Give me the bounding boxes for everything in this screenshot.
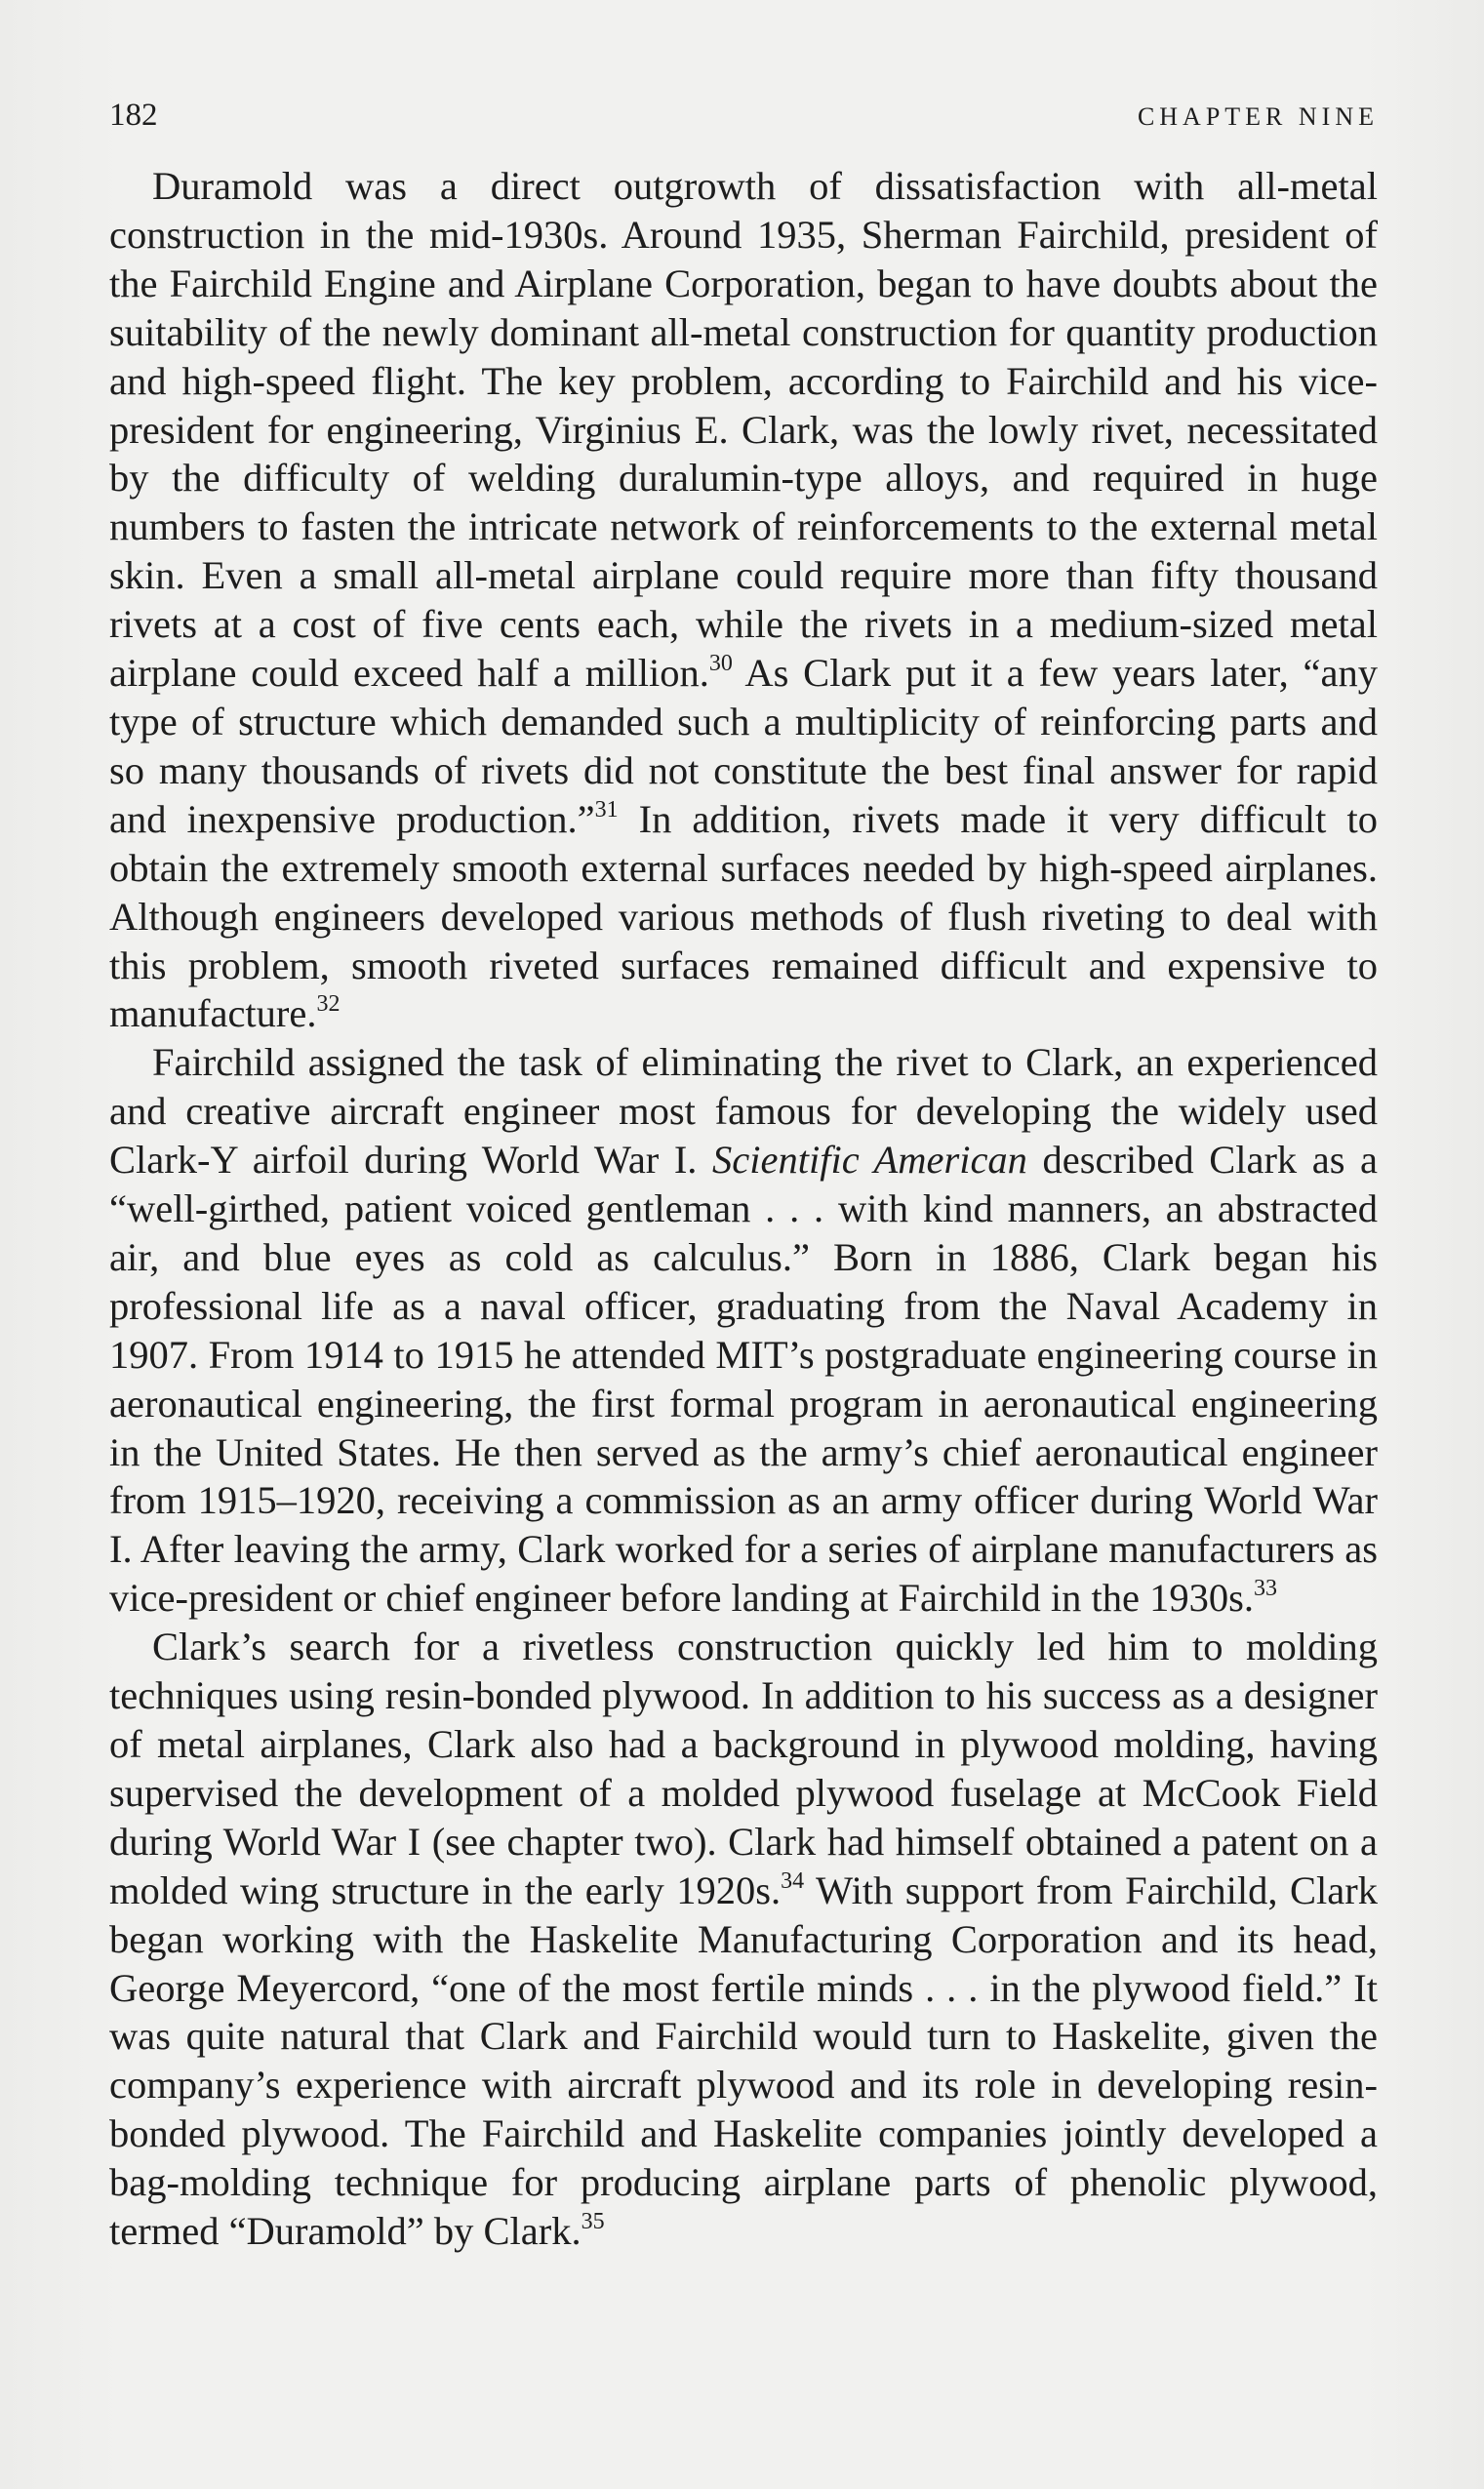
text-run: Duramold was a direct outgrowth of dissatisfaction with all-metal construction in the mid-1930s. Around 1935, Sherman Fairchild, president of the Fairchild Engine and Airplane Corporation, began to have doubts about the suitability of the newly dominant all-metal construction for quantity production and high-speed flight. The key problem, according to Fairchild and his vice-president for engineering, Virginius E. Clark, was the lowly rivet, necessitated by the difficulty of welding duralumin-type alloys, and required in huge numbers to fasten the intricate network of reinforcements to the external metal skin. Even a small all-metal airplane could require more than fifty thousand rivets at a cost of five cents each, while the rivets in a medium-sized metal airplane could exceed half a million. (109, 164, 1378, 696)
paragraph (109, 162, 1378, 1038)
footnote-ref: 34 (781, 1867, 805, 1894)
paragraph (109, 1038, 1378, 1623)
footnote-ref: 33 (1253, 1576, 1277, 1602)
publication-title: Scientific American (711, 1138, 1027, 1183)
footnote-ref: 32 (316, 991, 341, 1018)
paragraph (109, 1623, 1378, 2256)
text-run: In addition, rivets made it very difficult to obtain the extremely smooth external surfaces needed by high-speed airplanes. Although engineers developed various methods of flush riveting to deal with this problem, smooth riveted surfaces remained difficult and expensive to manufacture. (109, 796, 1378, 1036)
text-run: Fairchild assigned the task of eliminating the rivet to Clark, an experienced and creative aircraft engineer most famous for developing the widely used Clark-Y airfoil during World War I. (109, 1040, 1378, 1183)
chapter-title: CHAPTER NINE (1137, 102, 1379, 131)
footnote-ref: 30 (708, 651, 733, 677)
running-head (109, 94, 1379, 142)
text-run: described Clark as a “well-girthed, patient voiced gentleman . . . with kind manners, an abstracted air, and blue eyes as cold as calculus.” Born in 1886, Clark began his professional life as a naval officer, graduating from the Naval Academy in 1907. From 1914 to 1915 he attended MIT’s postgraduate engineering course in aeronautical engineering, the first formal program in aeronautical engineering in the United States. He then served as the army’s chief aeronautical engineer from 1915–1920, receiving a commission as an army officer during World War I. After leaving the army, Clark worked for a series of airplane manufacturers as vice-president or chief engineer before landing at Fairchild in the 1930s. (109, 1138, 1378, 1621)
text-run: As Clark put it a few years later, “any type of structure which demanded such a multiplicity of reinforcing parts and so many thousands of rivets did not constitute the best final answer for rapid and inexpensive production.” (109, 651, 1378, 841)
footnote-ref: 35 (581, 2209, 605, 2235)
body-text (109, 162, 1378, 2256)
footnote-ref: 31 (594, 796, 619, 823)
text-run: With support from Fairchild, Clark began working with the Haskelite Manufacturing Corporation and its head, George Meyercord, “one of the most fertile minds . . . in the plywood field.” It was quite natural that Clark and Fairchild would turn to Haskelite, given the company’s experience with aircraft plywood and its role in developing resin-bonded plywood. The Fairchild and Haskelite companies jointly developed a bag-molding technique for producing airplane parts of phenolic plywood, termed “Duramold” by Clark. (109, 1867, 1378, 2254)
page-number: 182 (109, 98, 158, 133)
text-run: Clark’s search for a rivetless construction quickly led him to molding techniques using resin-bonded plywood. In addition to his success as a designer of metal airplanes, Clark also had a background in plywood molding, having supervised the development of a molded plywood fuselage at McCook Field during World War I (see chapter two). Clark had himself obtained a patent on a molded wing structure in the early 1920s. (109, 1625, 1378, 1912)
